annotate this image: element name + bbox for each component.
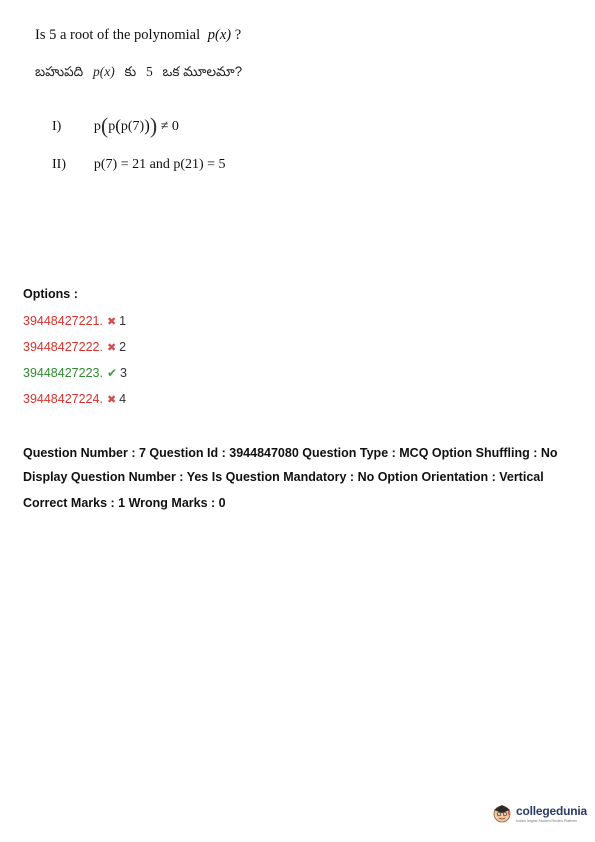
question-meta-line-2: Display Question Number : Yes Is Question Mandatory : No Option Orientation : Vertical [23,470,544,484]
question-telugu-variable: p(x) [92,64,115,79]
options-heading: Options : [23,287,78,301]
student-mascot-icon [491,802,513,824]
collegedunia-logo[interactable] [491,802,587,824]
cross-icon: ✖ [106,316,117,328]
question-english-variable: p(x) [207,27,232,43]
statement-1 [52,113,179,139]
option-3-id: 39448427223. [23,366,103,380]
statement-2-roman: II) [52,157,66,172]
cross-icon: ✖ [106,394,117,406]
question-telugu-number: 5 [145,64,153,79]
option-1[interactable] [23,314,126,328]
statement-2-math: p(7) = 21 and p(21) = 5 [93,157,226,172]
question-telugu-suffix: ఒక మూలమా? [162,64,243,79]
statement-2 [52,155,226,173]
question-english [35,27,241,44]
question-meta-line-3: Correct Marks : 1 Wrong Marks : 0 [23,496,226,510]
option-3-label: 3 [120,366,127,380]
question-telugu-prefix: బహుపది [35,64,84,79]
option-4-id: 39448427224. [23,392,103,406]
question-english-text: Is 5 a root of the polynomial [35,27,201,43]
option-2-id: 39448427222. [23,340,103,354]
question-english-end: ? [231,27,242,43]
check-icon: ✔ [106,366,118,380]
option-4[interactable] [23,392,126,406]
option-1-id: 39448427221. [23,314,103,328]
option-3[interactable] [23,366,127,380]
question-telugu-mid: కు [124,64,137,79]
logo-name: collegedunia [516,803,587,818]
option-1-label: 1 [119,314,127,328]
statement-1-roman: I) [52,119,62,134]
option-2-label: 2 [119,340,127,354]
cross-icon: ✖ [106,342,117,354]
logo-tagline: India's largest Student Review Platform [516,818,578,823]
option-4-label: 4 [119,392,127,406]
question-telugu [35,64,242,83]
question-meta-line-1: Question Number : 7 Question Id : 3944847080 Question Type : MCQ Option Shuffling : No [23,446,558,460]
statement-1-math: p(p(p(7))) ≠ 0 [93,113,179,138]
option-2[interactable] [23,340,126,354]
